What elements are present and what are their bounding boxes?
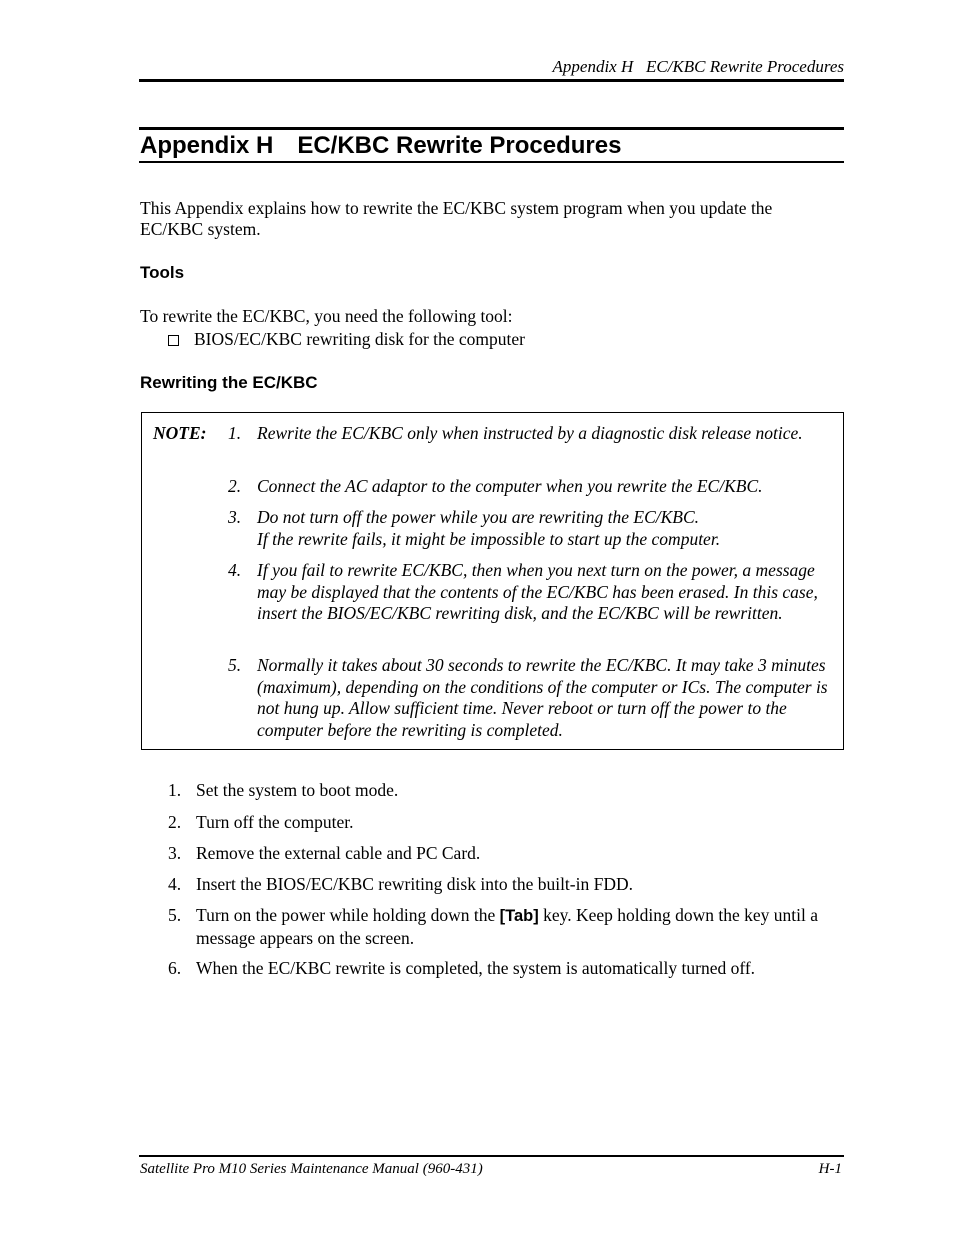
running-header: Appendix H EC/KBC Rewrite Procedures (552, 57, 844, 76)
tools-lead-text: To rewrite the EC/KBC, you need the following tool: (140, 306, 513, 326)
step-text-before: Turn on the power while holding down the (196, 905, 500, 925)
page-title (140, 130, 621, 161)
step-text (196, 904, 836, 949)
step-text: Insert the BIOS/EC/KBC rewriting disk into the built-in FDD. (196, 874, 633, 894)
tools-heading: Tools (140, 263, 185, 282)
checkbox-icon (168, 335, 179, 346)
note-text: Rewrite the EC/KBC only when instructed by a diagnostic disk release notice. (257, 423, 803, 443)
tab-key-label: [Tab] (499, 907, 539, 925)
intro-paragraph: This Appendix explains how to rewrite the EC/KBC system program when you update the EC/KBC system. (140, 198, 773, 239)
step-number: 2. (168, 812, 182, 832)
step-number: 4. (168, 874, 182, 894)
note-text-line: If the rewrite fails, it might be impossible to start up the computer. (257, 528, 721, 549)
step-number: 6. (168, 958, 182, 978)
note-number: 1. (228, 423, 242, 443)
footer-manual-title: Satellite Pro M10 Series Maintenance Manual (960-431) (140, 1161, 483, 1177)
tools-item-text: BIOS/EC/KBC rewriting disk for the computer (194, 329, 526, 349)
step-number: 3. (168, 843, 182, 863)
note-number: 5. (228, 655, 242, 675)
footer-page-number: H-1 (818, 1161, 842, 1177)
header-rule (139, 79, 844, 82)
note-box (141, 412, 844, 750)
appendix-title-text: EC/KBC Rewrite Procedures (297, 132, 622, 159)
step-number: 5. (168, 905, 182, 925)
note-text (257, 507, 837, 550)
step-text: Turn off the computer. (196, 812, 354, 832)
title-bottom-rule (139, 161, 844, 163)
footer-rule (139, 1155, 844, 1157)
note-text: Connect the AC adaptor to the computer when you rewrite the EC/KBC. (257, 476, 763, 496)
rewriting-heading: Rewriting the EC/KBC (140, 373, 318, 392)
step-text-after: key. Keep holding down the key until a message appears on the screen. (196, 905, 819, 948)
note-number: 3. (228, 507, 242, 527)
note-number: 2. (228, 476, 242, 496)
step-text: Set the system to boot mode. (196, 780, 399, 800)
note-label: NOTE: (153, 423, 207, 443)
note-text-line: Do not turn off the power while you are rewriting the EC/KBC. (257, 507, 700, 527)
tools-list-item (168, 329, 525, 350)
step-text: Remove the external cable and PC Card. (196, 843, 481, 863)
note-text: Normally it takes about 30 seconds to rewrite the EC/KBC. It may take 3 minutes (maximum), depending on the conditions of the computer or ICs. The computer is not hung up. Allow sufficient time. Never reboot or turn off the power to the computer before the rewriting is completed. (257, 655, 828, 741)
step-number: 1. (168, 780, 182, 800)
step-text: When the EC/KBC rewrite is completed, the system is automatically turned off. (196, 958, 756, 978)
appendix-label: Appendix H (140, 132, 274, 159)
note-number: 4. (228, 560, 242, 580)
note-text: If you fail to rewrite EC/KBC, then when you next turn on the power, a message may be displayed that the contents of the EC/KBC has been erased. In this case, insert the BIOS/EC/KBC rewriting disk, and the EC/KBC will be rewritten. (257, 560, 818, 624)
